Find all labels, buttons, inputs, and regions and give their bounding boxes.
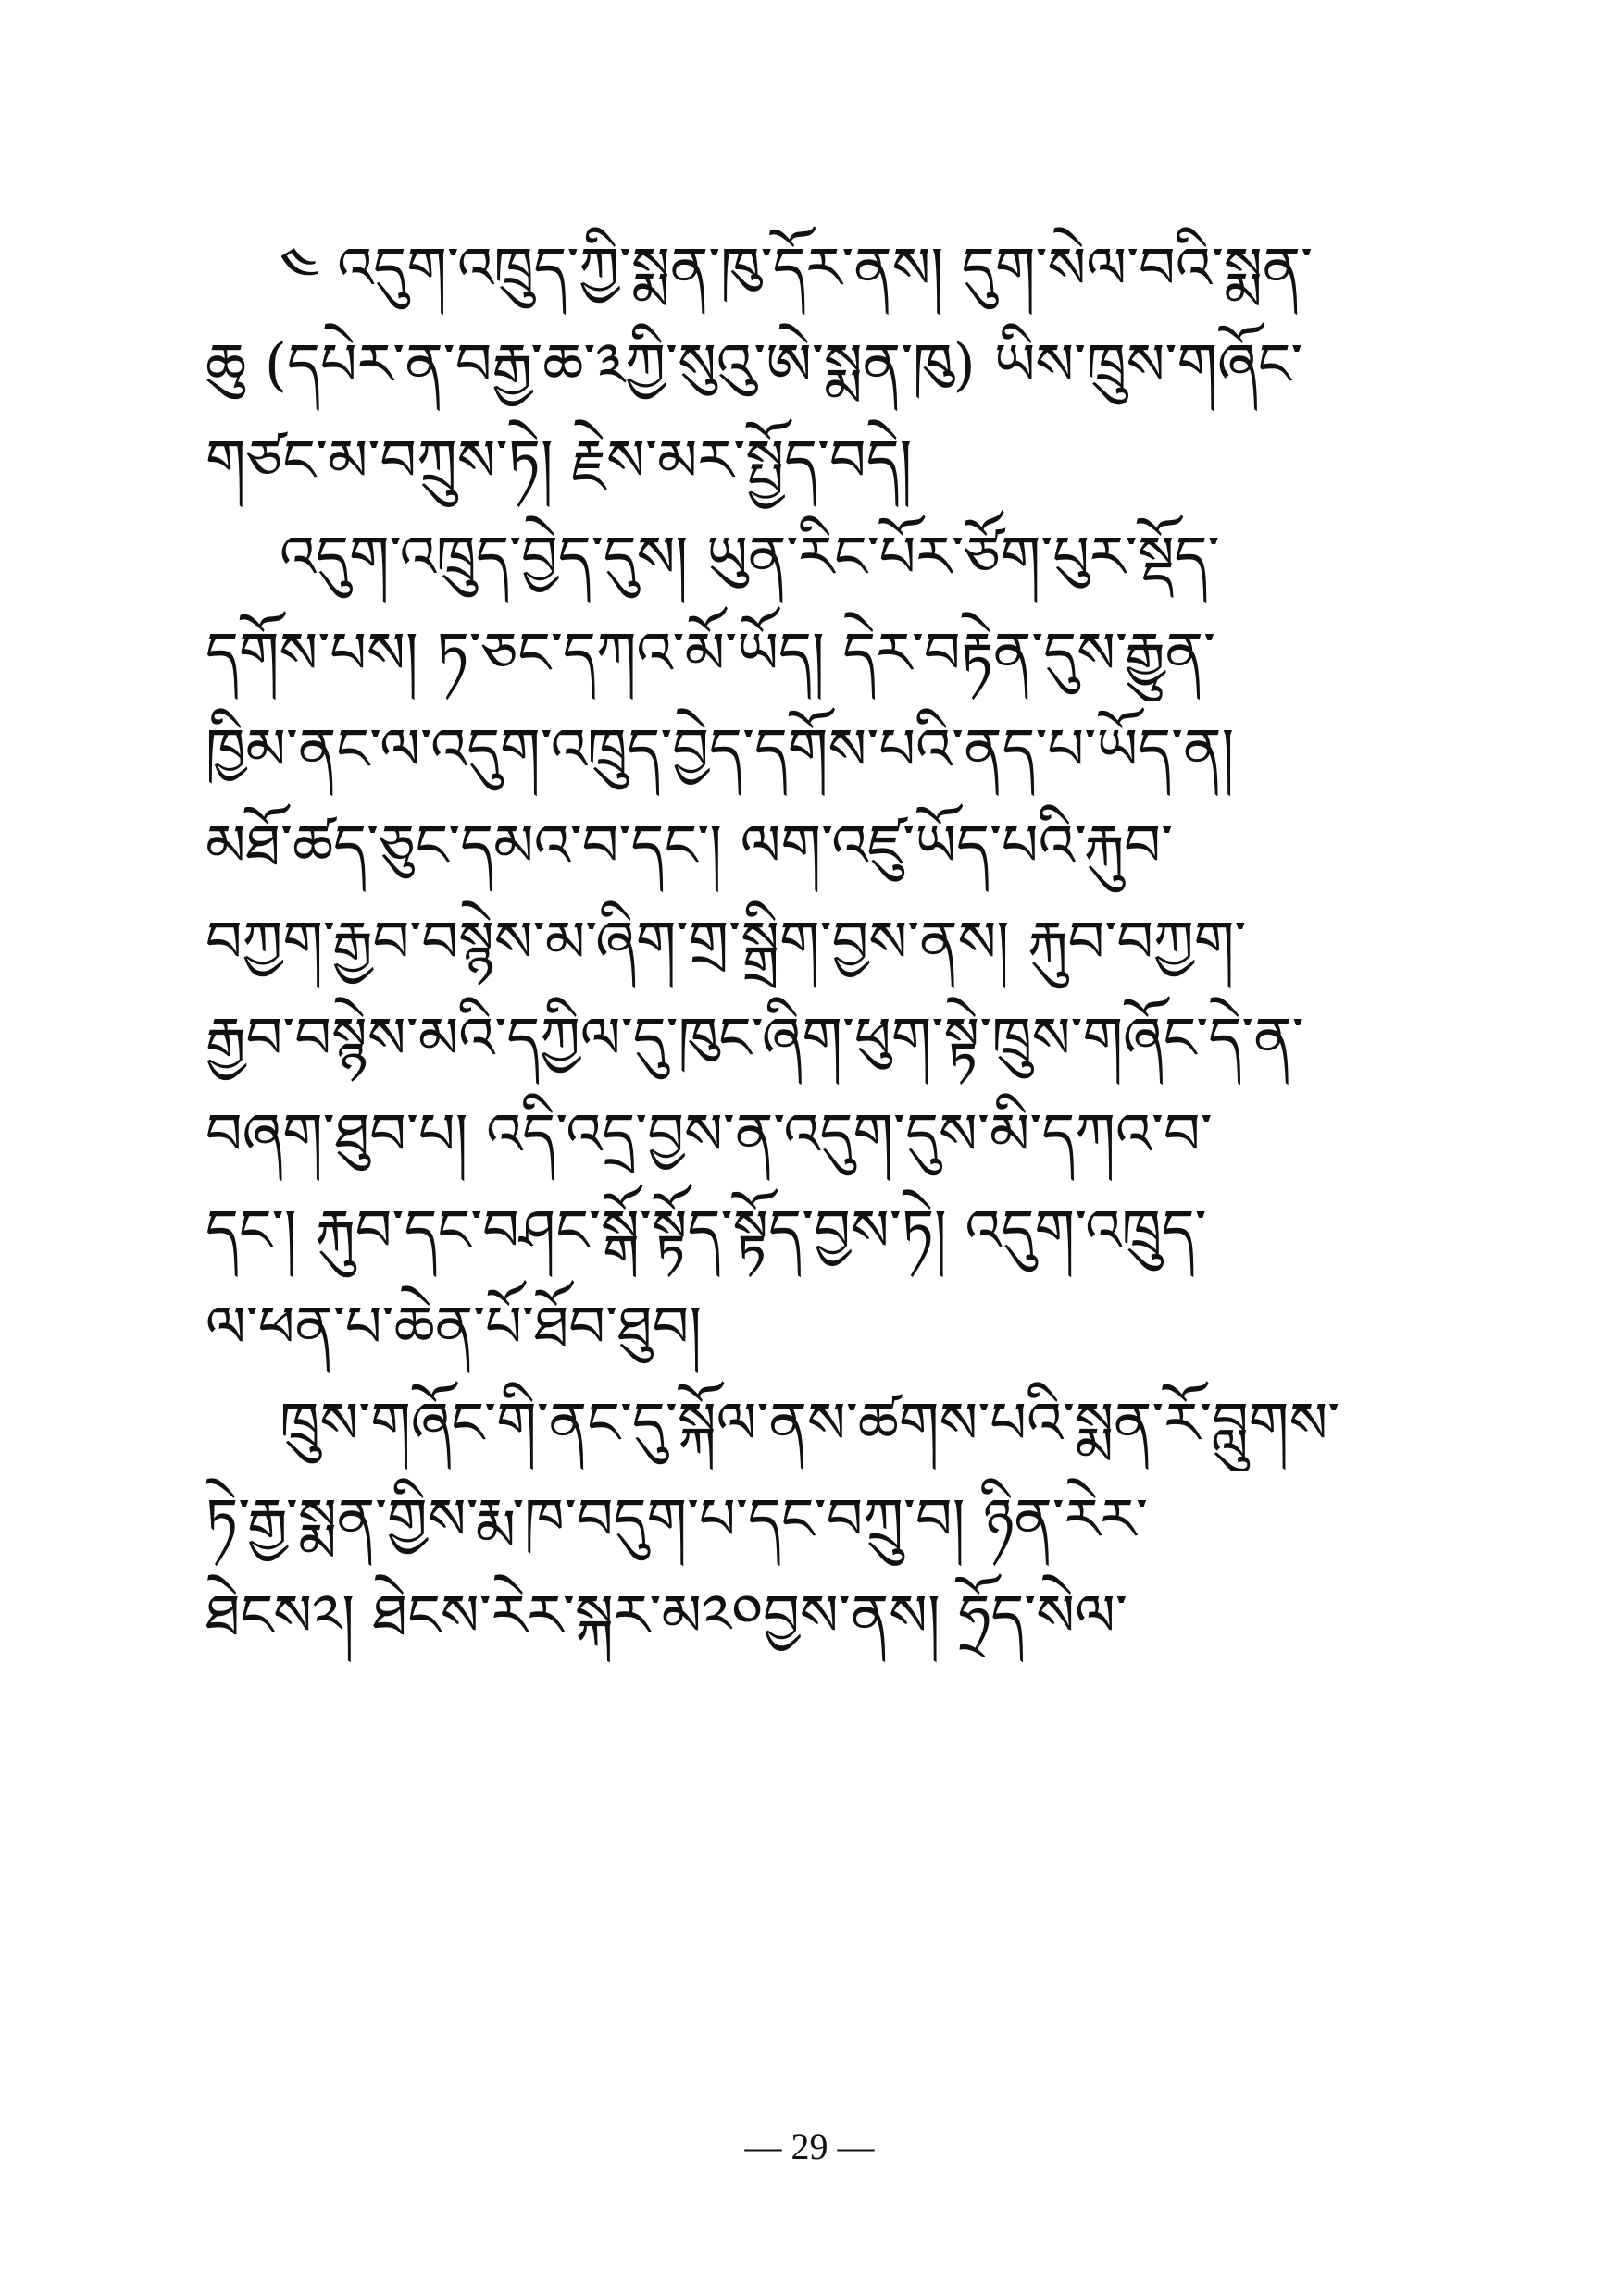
- text-line: ཏེ་རྒྱ་སྨན་གྱིས་རྨ་ཁ་བདུག་པ་དང་བཀྲུ་བ། ཉིན་རེར་: [205, 1485, 1149, 1553]
- text-line: ཁྱིམ་ནང་ལ་འདུག་འཁྲུད་བྱེད་དགོས་པའི་ནད་པ་ཡོད་ན།: [205, 715, 1235, 783]
- text-line: དང་། རྐུབ་དང་བཤང་སྒོ་སྟོད་སྟོད་བྱས་ཏེ། འདུག་འཁྲུད་: [205, 1197, 1207, 1264]
- text-line: བཀྱག་རྒྱབ་བསྙེས་མ་ཞིག་གྲ་སྒྲིག་བྱས་ནས། རྐུབ་བཀྱག་: [205, 908, 1247, 975]
- text-line: དགོས་པས། ཏ་ཅང་དཀའ་མོ་ཡོད། དེར་བརྟེན་དུས་རྒྱུན་: [205, 619, 1215, 687]
- text-line: མཐོ་ཚད་ཅུང་དམའ་བ་དང་། ལག་འཛུ་ཡོད་པའི་རྐུབ་: [205, 812, 1174, 879]
- paragraph: [205, 220, 1400, 509]
- page-number: — 29 —: [744, 2126, 875, 2167]
- text-line: འདུག་འཁྲུད་བྱེད་དུས། ཡུན་རིང་པོར་ཙོག་པུར་སྡོད་: [280, 523, 1220, 590]
- text-line: ༤ འདུག་འཁྲུད་ཀྱི་སྨན་ཁུ་དོར་ནས། དུག་སེལ་བའི་སྨན་: [280, 234, 1314, 302]
- body-text: [205, 220, 1400, 1664]
- text-line: ཆུ (དཔེར་ན་བརྒྱ་ཆ་༣ཀྱི་སུའུ་ཨེ་སྨན་ཁུ) ཡིས་ཁྲུས་གཞོང་: [205, 330, 1303, 398]
- paragraph: [205, 509, 1400, 1375]
- text-line: བཞག་ཐུབ་པ། འདི་འདྲ་བྱས་ན་འདུག་དུས་མི་དཀའ་བ་: [205, 1100, 1213, 1168]
- text-line: རྒྱབ་བསྙེས་མའི་དཀྱིལ་དུ་ཁུང་ཞིག་ཕུག་སྟེ་ཁྲུས་གཞོང་དེ་ན་: [205, 1004, 1304, 1072]
- text-line: ལ་ཕན་པ་ཆེན་པོ་ཐོབ་ཐུབ།: [205, 1293, 703, 1360]
- paragraph: [205, 1375, 1400, 1664]
- text-line: གཙང་མ་བཀྲུས་ཏེ། རྗེས་མར་སྤྱོད་བདེ།: [205, 427, 913, 494]
- text-line: ཐེངས༢། ཐེངས་རེར་སྐར་མ༢༠བྱས་ནས། ཧྲོད་སེལ་: [205, 1582, 1127, 1649]
- text-line: ཁྲུས་གཞོང་གི་ནང་དུ་སྐོལ་ནས་ཚགས་པའི་སྨན་རོ་བླུགས་: [280, 1389, 1340, 1457]
